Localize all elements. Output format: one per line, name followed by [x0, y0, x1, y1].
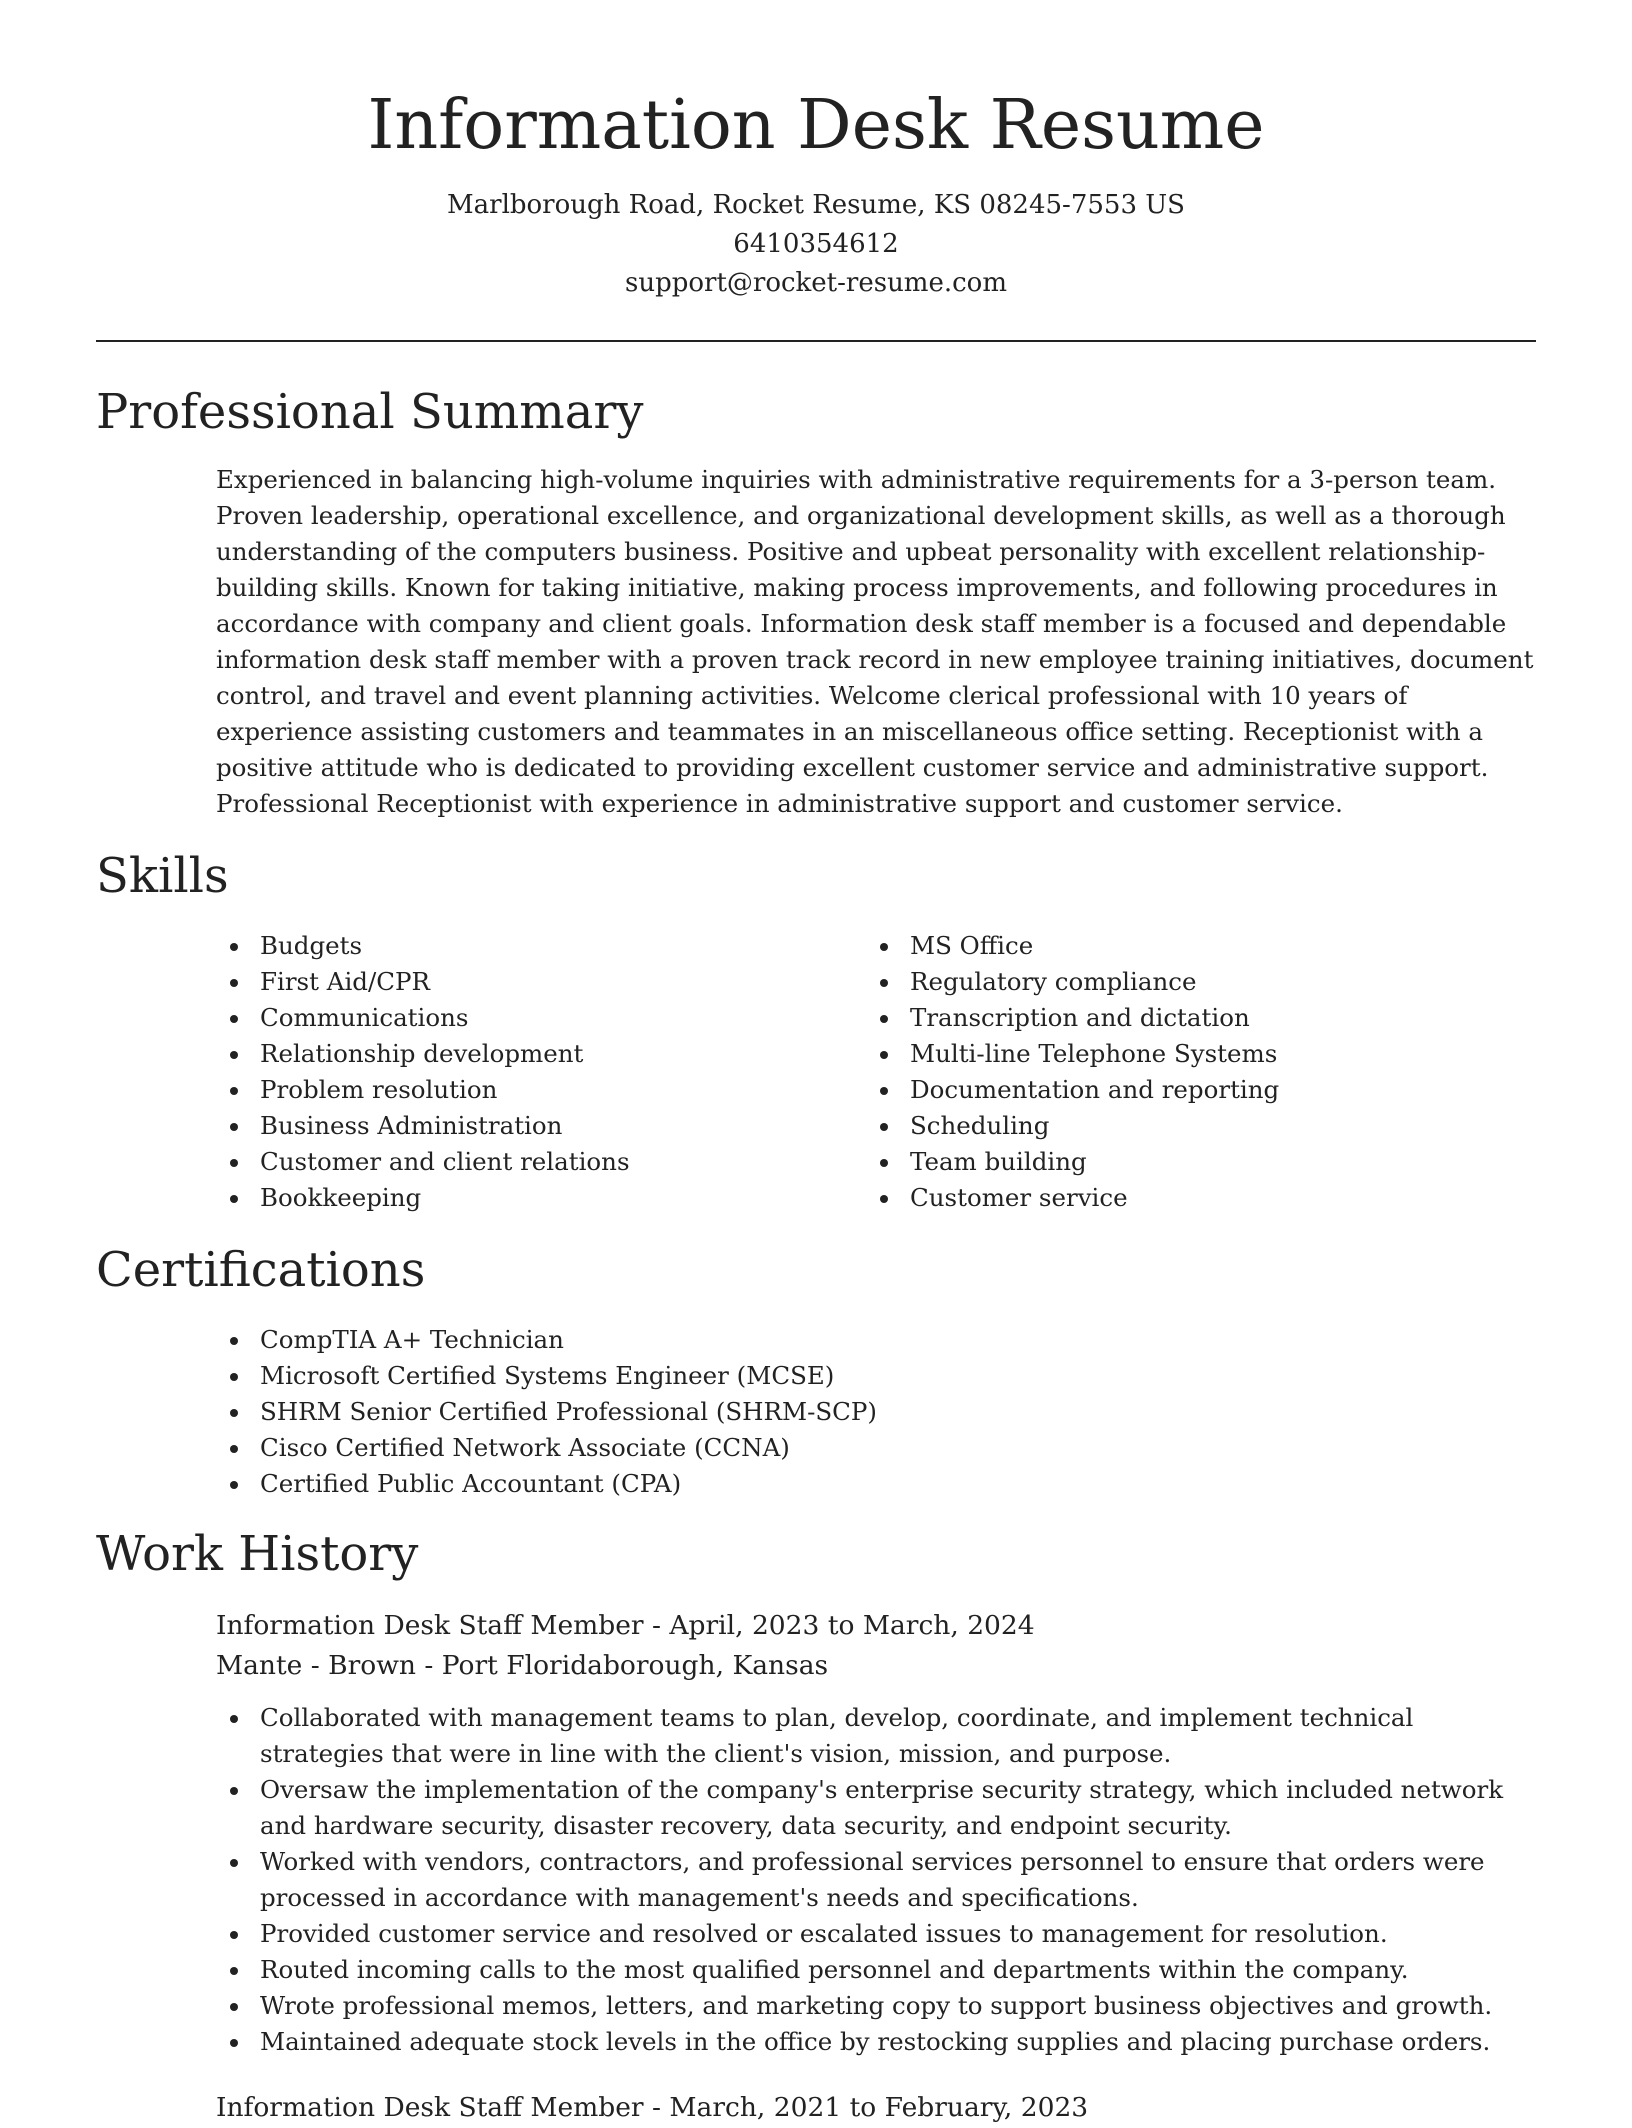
skill-item: Team building	[866, 1144, 1526, 1180]
certifications-list	[216, 1322, 1516, 1502]
email: support@rocket-resume.com	[624, 268, 1007, 298]
contact-block	[0, 186, 1632, 303]
skill-item: Business Administration	[216, 1108, 836, 1144]
skills-list-left	[216, 928, 836, 1216]
certifications-heading: Certifications	[96, 1242, 426, 1298]
job-duty-item: Oversaw the implementation of the company's enterprise security strategy, which included network and hardware security, disaster recovery, data security, and endpoint security.	[216, 1772, 1541, 1844]
skill-item: Budgets	[216, 928, 836, 964]
skill-item: Customer and client relations	[216, 1144, 836, 1180]
job-duty-item: Maintained adequate stock levels in the office by restocking supplies and placing purchase orders.	[216, 2024, 1541, 2060]
job-title-line: Information Desk Staff Member - March, 2021 to February, 2023	[216, 2092, 1089, 2123]
summary-text: Experienced in balancing high-volume inquiries with administrative requirements for a 3-person team. Proven leadership, operational excellence, and organizational development skills, as well as a thorough understanding of the computers business. Positive and upbeat personality with excellent relationship-building skills. Known for taking initiative, making process improvements, and following procedures in accordance with company and client goals. Information desk staff member is a focused and dependable information desk staff member with a proven track record in new employee training initiatives, document control, and travel and event planning activities. Welcome clerical professional with 10 years of experience assisting customers and teammates in an miscellaneous office setting. Receptionist with a positive attitude who is dedicated to providing excellent customer service and administrative support. Professional Receptionist with experience in administrative support and customer service.	[216, 465, 1534, 818]
skill-item: Regulatory compliance	[866, 964, 1526, 1000]
job-duties-list	[216, 1700, 1541, 2060]
work-history-heading: Work History	[96, 1526, 419, 1582]
skill-item: MS Office	[866, 928, 1526, 964]
job-duty-item: Routed incoming calls to the most qualified personnel and departments within the company.	[216, 1952, 1541, 1988]
skills-list-right	[866, 928, 1526, 1216]
job-duty-item: Collaborated with management teams to plan, develop, coordinate, and implement technical strategies that were in line with the client's vision, mission, and purpose.	[216, 1700, 1541, 1772]
skill-item: Multi-line Telephone Systems	[866, 1036, 1526, 1072]
skill-item: Transcription and dictation	[866, 1000, 1526, 1036]
skill-item: Bookkeeping	[216, 1180, 836, 1216]
address: Marlborough Road, Rocket Resume, KS 08245-7553 US	[447, 190, 1185, 220]
job-duty-item: Provided customer service and resolved or escalated issues to management for resolution.	[216, 1916, 1541, 1952]
job-title-line: Information Desk Staff Member - April, 2023 to March, 2024	[216, 1610, 1035, 1641]
skill-item: Customer service	[866, 1180, 1526, 1216]
job-employer-line: Mante - Brown - Port Floridaborough, Kansas	[216, 1650, 829, 1681]
summary-heading: Professional Summary	[96, 384, 644, 440]
certification-item: Certified Public Accountant (CPA)	[216, 1466, 1516, 1502]
skill-item: Problem resolution	[216, 1072, 836, 1108]
skill-item: Communications	[216, 1000, 836, 1036]
job-duty-item: Wrote professional memos, letters, and marketing copy to support business objectives and growth.	[216, 1988, 1541, 2024]
skill-item: Scheduling	[866, 1108, 1526, 1144]
skill-item: Documentation and reporting	[866, 1072, 1526, 1108]
resume-title: Information Desk Resume	[367, 86, 1265, 165]
certification-item: CompTIA A+ Technician	[216, 1322, 1516, 1358]
skill-item: Relationship development	[216, 1036, 836, 1072]
resume-header	[0, 0, 1632, 303]
job-duty-item: Worked with vendors, contractors, and professional services personnel to ensure that orders were processed in accordance with management's needs and specifications.	[216, 1844, 1541, 1916]
certification-item: SHRM Senior Certified Professional (SHRM-SCP)	[216, 1394, 1516, 1430]
phone: 6410354612	[733, 229, 899, 259]
certification-item: Cisco Certified Network Associate (CCNA)	[216, 1430, 1516, 1466]
certification-item: Microsoft Certified Systems Engineer (MCSE)	[216, 1358, 1516, 1394]
skill-item: First Aid/CPR	[216, 964, 836, 1000]
header-divider	[96, 340, 1536, 342]
skills-heading: Skills	[96, 848, 229, 904]
